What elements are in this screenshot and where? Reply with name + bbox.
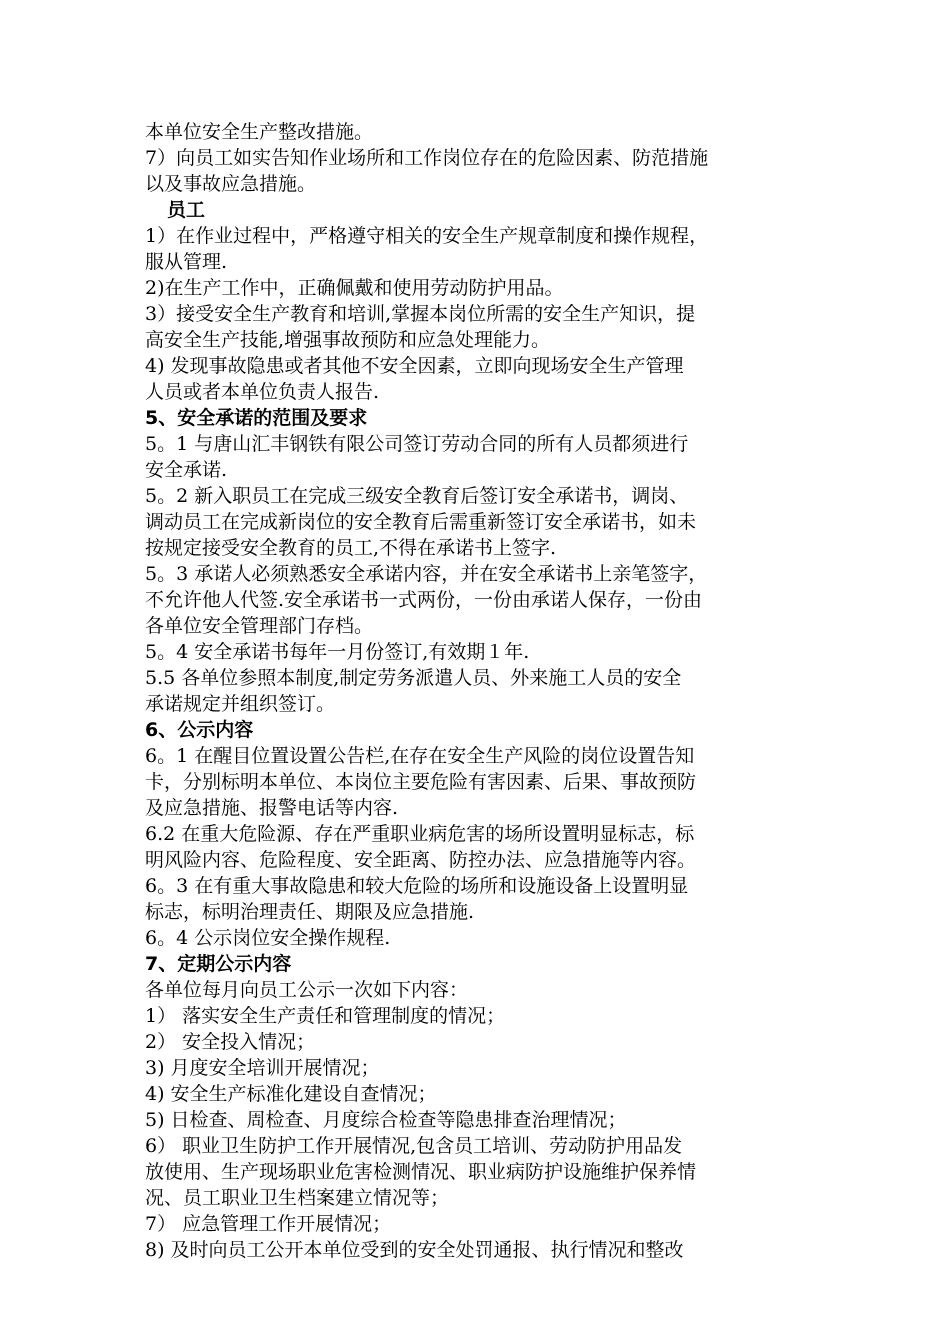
text-line: 6。4 公示岗位安全操作规程.	[145, 927, 391, 949]
text-line: 6） 职业卫生防护工作开展情况,包含员工培训、劳动防护用品发	[145, 1135, 683, 1157]
text-line: 5.5 各单位参照本制度,制定劳务派遣人员、外来施工人员的安全	[145, 667, 682, 689]
text-line: 调动员工在完成新岗位的安全教育后需重新签订安全承诺书，如未	[145, 511, 697, 533]
section-heading: 7、定期公示内容	[145, 953, 292, 975]
text-line: 6.2 在重大危险源、存在严重职业病危害的场所设置明显标志，标	[145, 823, 695, 845]
text-line: 2)在生产工作中，正确佩戴和使用劳动防护用品。	[145, 277, 564, 299]
text-line: 明风险内容、危险程度、安全距离、防控办法、应急措施等内容。	[145, 849, 697, 871]
text-line: 高安全生产技能,增强事故预防和应急处理能力。	[145, 329, 551, 351]
document-body	[145, 119, 815, 1263]
text-line: 卡，分别标明本单位、本岗位主要危险有害因素、后果、事故预防	[145, 771, 697, 793]
text-line: 承诺规定并组织签订。	[145, 693, 336, 715]
section-heading: 5、安全承诺的范围及要求	[145, 407, 368, 429]
text-line: 6。3 在有重大事故隐患和较大危险的场所和设施设备上设置明显	[145, 875, 689, 897]
text-line: 5。3 承诺人必须熟悉安全承诺内容，并在安全承诺书上亲笔签字，	[145, 563, 708, 585]
text-line: 2） 安全投入情况；	[145, 1031, 316, 1053]
text-line: 人员或者本单位负责人报告.	[145, 381, 380, 403]
text-line: 1） 落实安全生产责任和管理制度的情况；	[145, 1005, 506, 1027]
text-line: 不允许他人代签.安全承诺书一式两份，一份由承诺人保存，一份由	[145, 589, 703, 611]
text-line: 放使用、生产现场职业危害检测情况、职业病防护设施维护保养情	[145, 1161, 697, 1183]
text-line: 3) 月度安全培训开展情况；	[145, 1057, 380, 1079]
section-heading: 6、公示内容	[145, 719, 254, 741]
text-line: 服从管理.	[145, 251, 228, 273]
subsection-heading: 员工	[167, 199, 206, 221]
text-line: 7）向员工如实告知作业场所和工作岗位存在的危险因素、防范措施	[145, 147, 709, 169]
text-line: 5。2 新入职员工在完成三级安全教育后签订安全承诺书，调岗、	[145, 485, 689, 507]
text-line: 8) 及时向员工公开本单位受到的安全处罚通报、执行情况和整改	[145, 1239, 684, 1261]
text-line: 各单位每月向员工公示一次如下内容：	[145, 979, 469, 1001]
text-line: 4) 安全生产标准化建设自查情况；	[145, 1083, 437, 1105]
text-line: 5。4 安全承诺书每年一月份签订,有效期１年.	[145, 641, 530, 663]
text-line: 安全承诺.	[145, 459, 228, 481]
text-line: 按规定接受安全教育的员工,不得在承诺书上签字.	[145, 537, 557, 559]
text-line: 各单位安全管理部门存档。	[145, 615, 374, 637]
text-line: 及应急措施、报警电话等内容.	[145, 797, 399, 819]
text-line: 6。1 在醒目位置设置公告栏,在存在安全生产风险的岗位设置告知	[145, 745, 695, 767]
text-line: 况、员工职业卫生档案建立情况等；	[145, 1187, 450, 1209]
text-line: 标志，标明治理责任、期限及应急措施.	[145, 901, 475, 923]
text-line: 本单位安全生产整改措施。	[145, 121, 374, 143]
text-line: 7） 应急管理工作开展情况；	[145, 1213, 392, 1235]
text-line: 5。1 与唐山汇丰钢铁有限公司签订劳动合同的所有人员都须进行	[145, 433, 689, 455]
text-line: 5) 日检查、周检查、月度综合检查等隐患排查治理情况；	[145, 1109, 627, 1131]
text-line: 以及事故应急措施。	[145, 173, 317, 195]
text-line: 1）在作业过程中，严格遵守相关的安全生产规章制度和操作规程，	[145, 225, 709, 247]
text-line: 3）接受安全生产教育和培训,掌握本岗位所需的安全生产知识，提	[145, 303, 696, 325]
text-line: 4) 发现事故隐患或者其他不安全因素，立即向现场安全生产管理	[145, 355, 684, 377]
